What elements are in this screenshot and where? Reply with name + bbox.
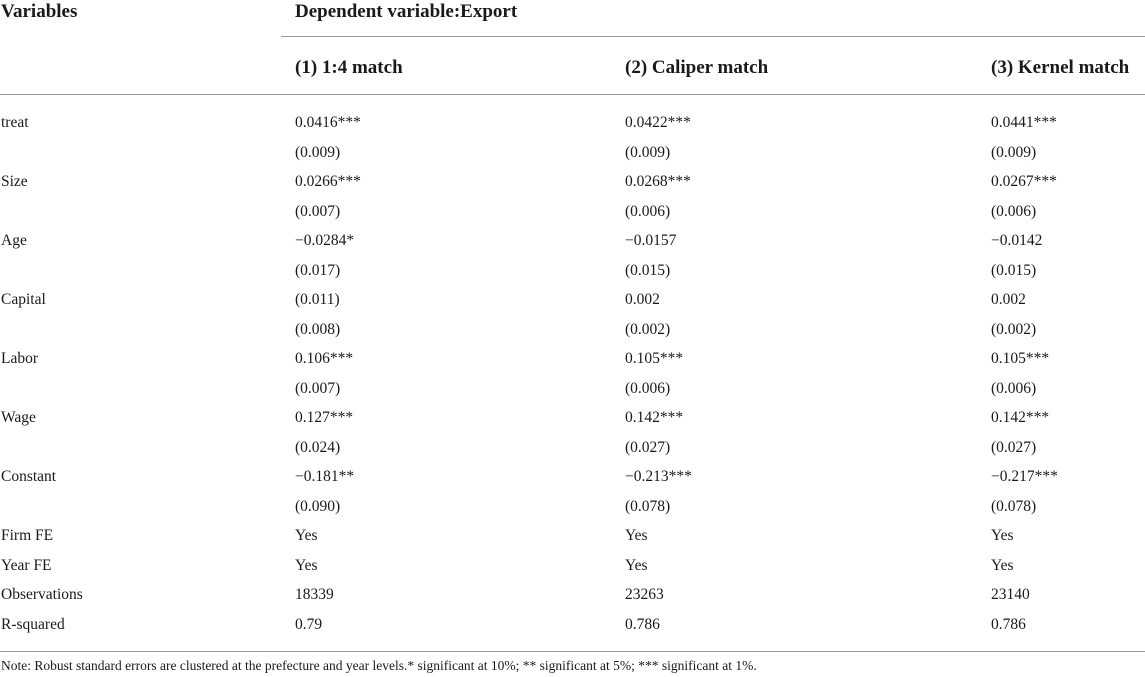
row-label: Wage — [1, 409, 36, 426]
table-cell: −0.217*** — [991, 468, 1058, 485]
table-cell: (0.002) — [625, 321, 671, 338]
table-cell: −0.213*** — [625, 468, 692, 485]
row-label: R-squared — [1, 616, 65, 633]
table-cell: (0.009) — [295, 144, 341, 161]
table-cell: 0.002 — [625, 291, 660, 308]
table-cell: (0.002) — [991, 321, 1037, 338]
row-label: Constant — [1, 468, 57, 485]
table-cell: (0.008) — [295, 321, 341, 338]
table-cell: −0.0157 — [625, 232, 677, 249]
table-cell: 0.0422*** — [625, 114, 691, 131]
table-cell: (0.017) — [295, 262, 341, 279]
row-label: Year FE — [1, 557, 52, 574]
table-cell: 0.0441*** — [991, 114, 1057, 131]
table-cell: (0.006) — [625, 203, 671, 220]
table-cell: (0.006) — [991, 203, 1037, 220]
row-label: Labor — [1, 350, 39, 367]
table-cell: (0.007) — [295, 380, 341, 397]
table-bottom-rule — [0, 651, 1145, 652]
table-cell: 0.142*** — [625, 409, 684, 426]
table-cell: 0.142*** — [991, 409, 1050, 426]
table-cell: 0.106*** — [295, 350, 354, 367]
table-cell: 0.0266*** — [295, 173, 361, 190]
column-header-3: (3) Kernel match — [991, 57, 1130, 78]
table-cell: 18339 — [295, 586, 334, 603]
table-cell: (0.006) — [991, 380, 1037, 397]
row-label: Size — [1, 173, 28, 190]
table-cell: 0.105*** — [625, 350, 684, 367]
table-cell: (0.015) — [625, 262, 671, 279]
table-cell: Yes — [625, 527, 648, 544]
table-cell: Yes — [991, 557, 1014, 574]
dependent-variable-header: Dependent variable:Export — [295, 1, 518, 22]
table-note: Note: Robust standard errors are clustered at the prefecture and year levels.* significant at 10%; ** significant at 5%; *** significant at 1%. — [1, 658, 757, 673]
table-cell: 0.002 — [991, 291, 1026, 308]
table-cell: 0.786 — [991, 616, 1026, 633]
table-cell: (0.024) — [295, 439, 341, 456]
table-cell: (0.009) — [991, 144, 1037, 161]
row-label: Observations — [1, 586, 83, 603]
table-cell: (0.027) — [991, 439, 1037, 456]
table-cell: 0.0268*** — [625, 173, 691, 190]
table-cell: Yes — [625, 557, 648, 574]
variables-header: Variables — [1, 1, 78, 22]
table-cell: (0.011) — [295, 291, 340, 308]
table-cell: (0.015) — [991, 262, 1037, 279]
table-cell: (0.007) — [295, 203, 341, 220]
column-header-2: (2) Caliper match — [625, 57, 769, 78]
table-cell: (0.078) — [991, 498, 1037, 515]
table-cell: Yes — [295, 557, 318, 574]
header-subrule — [281, 36, 1145, 37]
table-cell: −0.0284* — [295, 232, 355, 249]
table-cell: −0.0142 — [991, 232, 1043, 249]
table-cell: 0.127*** — [295, 409, 354, 426]
table-cell: 0.0267*** — [991, 173, 1057, 190]
table-cell: (0.078) — [625, 498, 671, 515]
table-cell: 23140 — [991, 586, 1030, 603]
table-cell: 0.0416*** — [295, 114, 361, 131]
table-cell: −0.181** — [295, 468, 355, 485]
table-cell: (0.027) — [625, 439, 671, 456]
column-header-1: (1) 1:4 match — [295, 57, 403, 78]
row-label: Firm FE — [1, 527, 54, 544]
table-cell: Yes — [991, 527, 1014, 544]
table-cell: Yes — [295, 527, 318, 544]
table-cell: (0.006) — [625, 380, 671, 397]
row-label: Capital — [1, 291, 46, 308]
row-label: treat — [1, 114, 29, 131]
table-cell: 0.786 — [625, 616, 660, 633]
table-cell: 23263 — [625, 586, 664, 603]
header-bottom-rule — [0, 94, 1145, 95]
table-cell: 0.105*** — [991, 350, 1050, 367]
table-cell: (0.090) — [295, 498, 341, 515]
table-cell: 0.79 — [295, 616, 323, 633]
row-label: Age — [1, 232, 27, 249]
table-cell: (0.009) — [625, 144, 671, 161]
